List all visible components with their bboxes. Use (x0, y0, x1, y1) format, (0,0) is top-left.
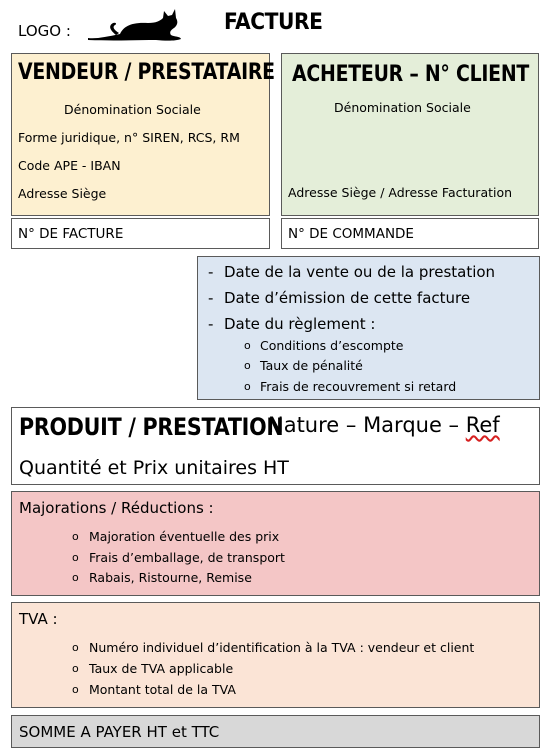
majorations-panel (11, 491, 540, 596)
product-subtitle-text: Nature – Marque – (268, 413, 466, 437)
tva-item: o Taux de TVA applicable (89, 661, 233, 676)
tva-item: o Montant total de la TVA (89, 682, 236, 697)
product-ref: Ref (465, 413, 500, 437)
cat-silhouette-icon (86, 8, 182, 46)
payment-condition-item: o Conditions d’escompte (260, 338, 403, 353)
seller-panel (11, 53, 275, 216)
seller-line: Forme juridique, n° SIREN, RCS, RM (18, 130, 240, 145)
product-quantity-line: Quantité et Prix unitaires HT (19, 457, 289, 479)
seller-line: Dénomination Sociale (64, 102, 201, 117)
majoration-item: o Majoration éventuelle des prix (89, 529, 279, 544)
majorations-label: Majorations / Réductions : (19, 499, 214, 517)
seller-heading: VENDEUR / PRESTATAIRE (18, 60, 275, 85)
product-subtitle (268, 413, 500, 437)
majoration-item: o Rabais, Ristourne, Remise (89, 570, 252, 585)
order-number-field (281, 218, 539, 249)
tva-panel (11, 602, 540, 708)
date-item: - Date du règlement : (224, 315, 375, 333)
dates-panel (197, 256, 540, 400)
document-title: FACTURE (224, 10, 323, 35)
logo-label: LOGO : (18, 22, 71, 40)
majoration-item: o Frais d’emballage, de transport (89, 550, 285, 565)
seller-line: Adresse Siège (18, 186, 107, 201)
tva-item: o Numéro individuel d’identification à la TVA : vendeur et client (89, 640, 474, 655)
seller-line: Code APE - IBAN (18, 158, 121, 173)
date-item: - Date d’émission de cette facture (224, 289, 470, 307)
buyer-heading: ACHETEUR – N° CLIENT (292, 62, 530, 87)
buyer-panel (281, 53, 539, 216)
product-panel (11, 407, 540, 485)
invoice-number-field (11, 218, 270, 249)
total-panel (11, 715, 540, 748)
buyer-line: Dénomination Sociale (334, 100, 471, 115)
product-heading: PRODUIT / PRESTATION (19, 413, 284, 441)
date-item: - Date de la vente ou de la prestation (224, 263, 495, 281)
payment-condition-item: o Frais de recouvrement si retard (260, 379, 456, 394)
payment-condition-item: o Taux de pénalité (260, 358, 363, 373)
tva-label: TVA : (19, 610, 58, 628)
invoice-number-label: N° DE FACTURE (18, 226, 124, 242)
buyer-line: Adresse Siège / Adresse Facturation (288, 185, 513, 200)
order-number-label: N° DE COMMANDE (288, 226, 414, 242)
total-label: SOMME A PAYER HT et TTC (19, 723, 220, 741)
